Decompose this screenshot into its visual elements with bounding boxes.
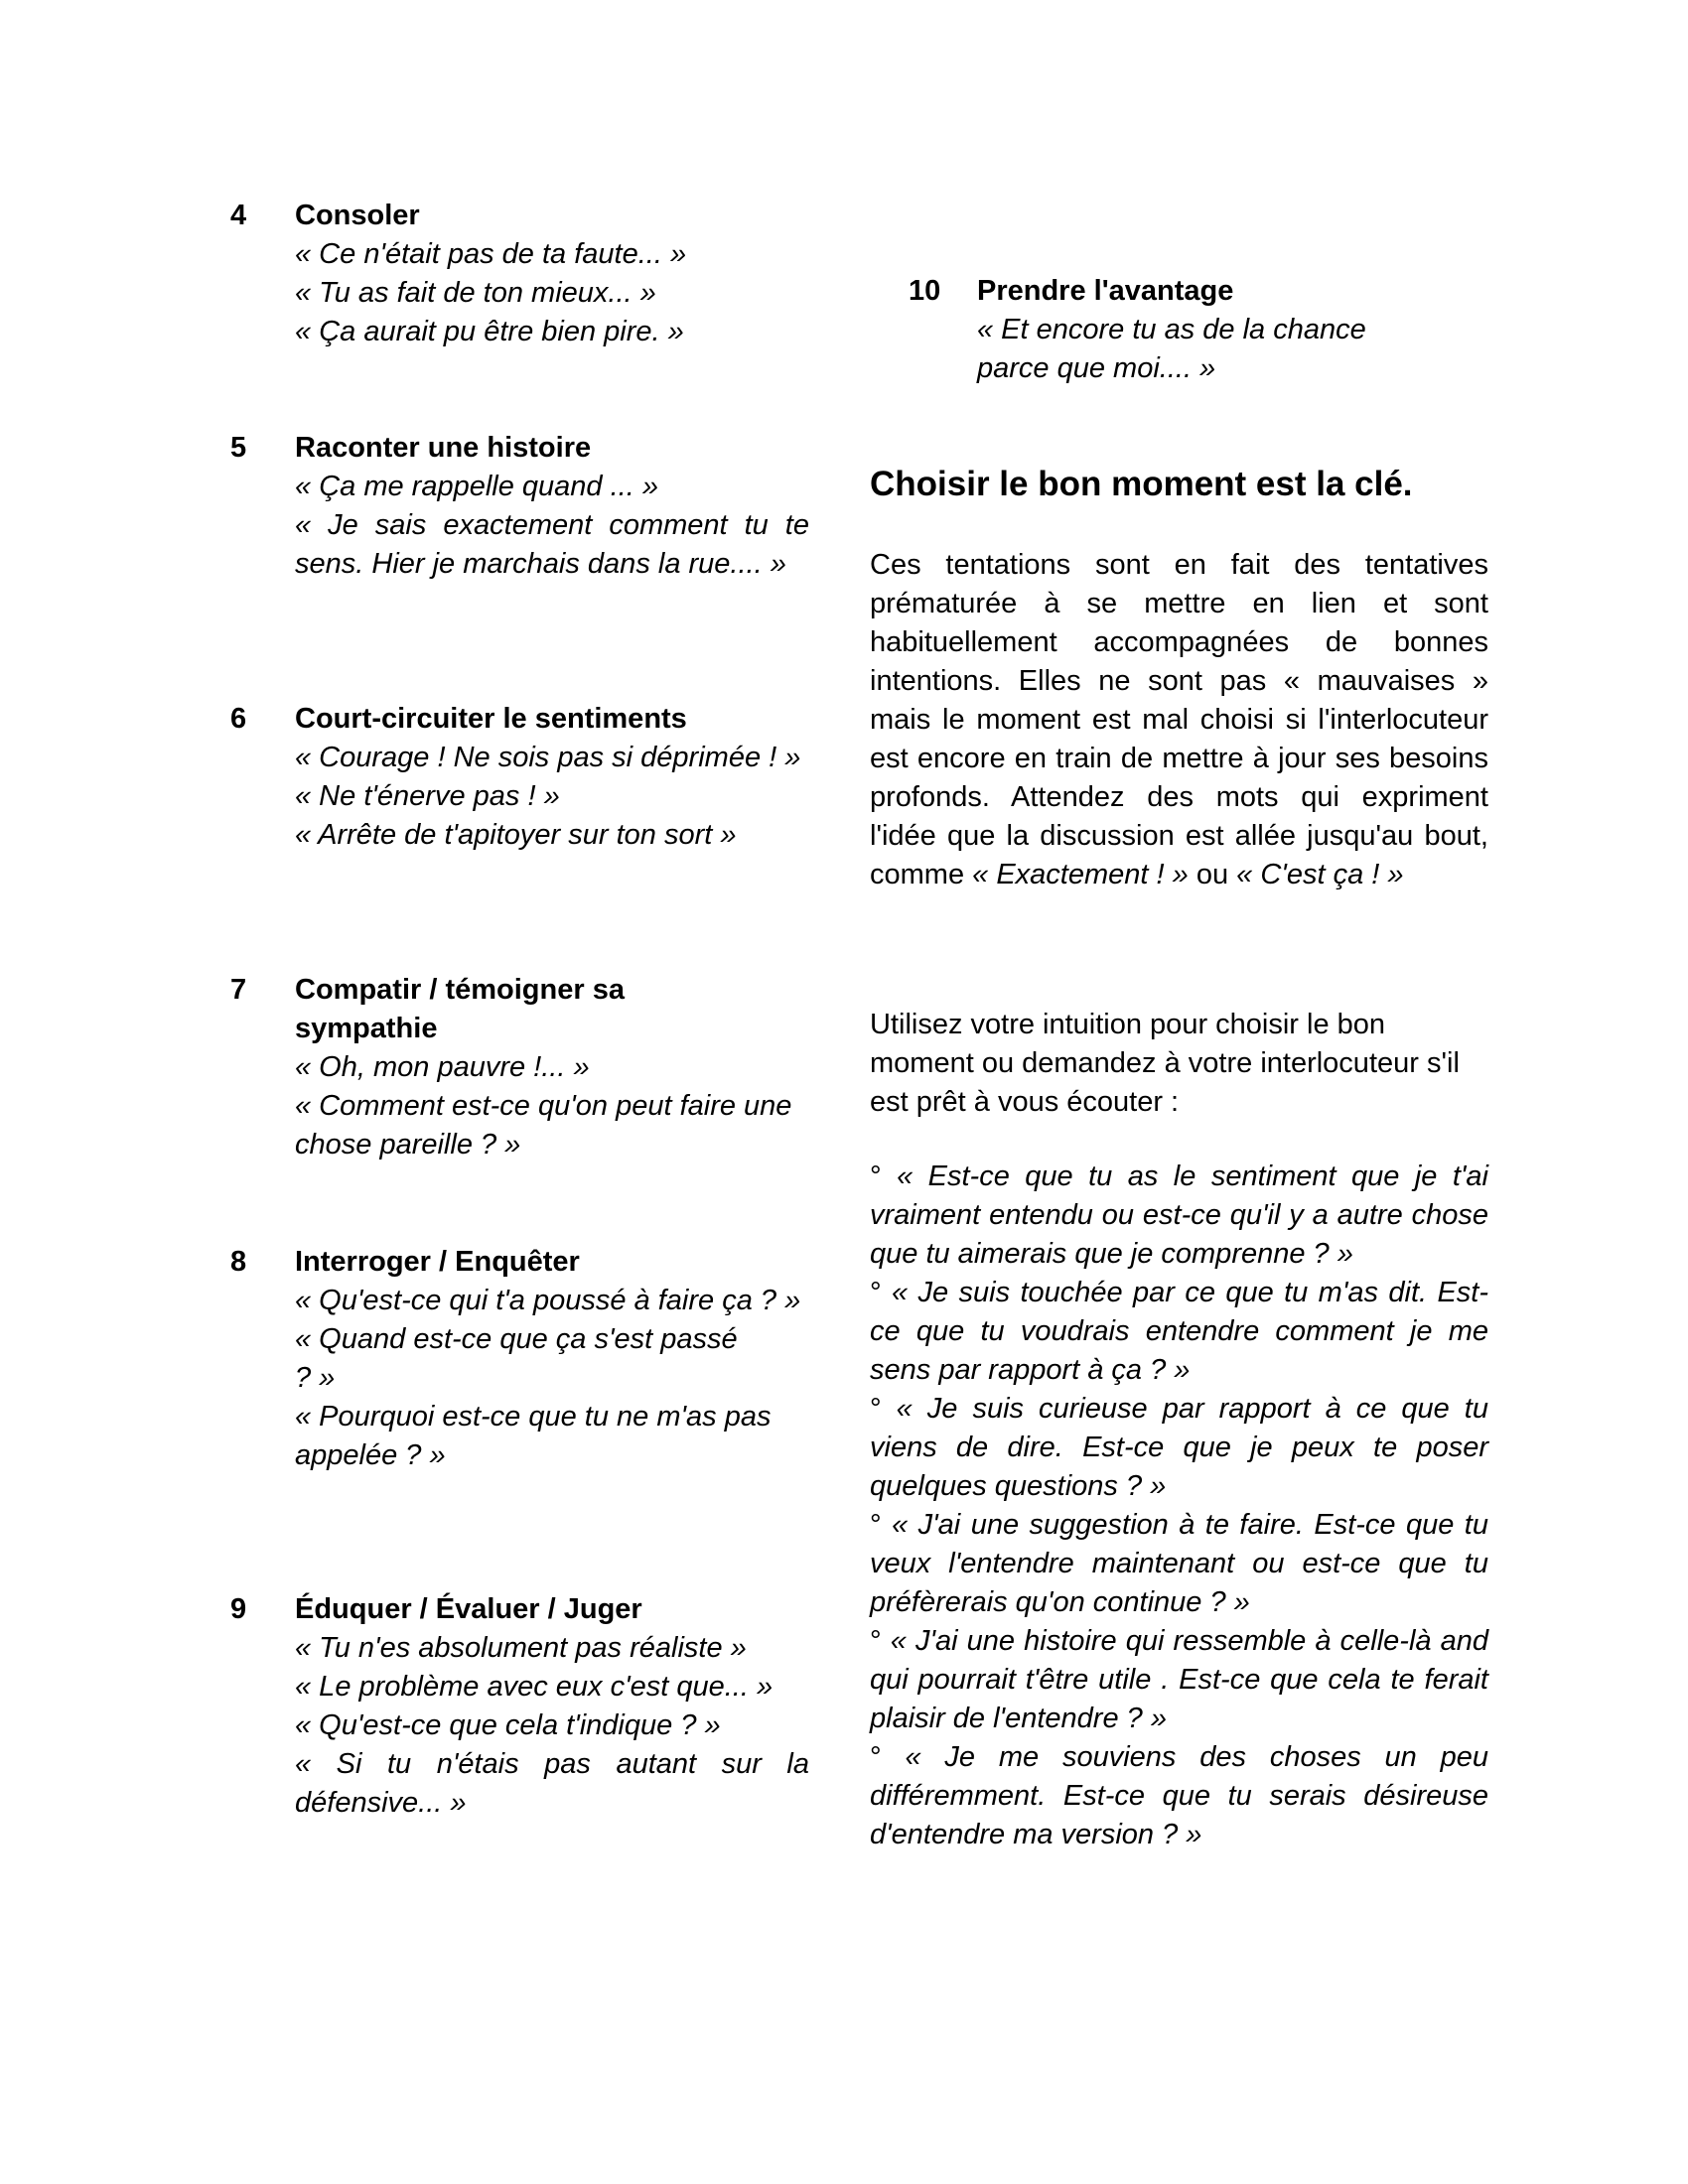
item-quote: « Ne t'énerve pas ! »	[295, 780, 560, 812]
item-number: 4	[230, 200, 247, 231]
item-heading: Prendre l'avantage	[977, 275, 1234, 307]
question-item	[870, 1390, 1488, 1506]
item-quote: « Le problème avec eux c'est que... »	[295, 1671, 774, 1703]
example-quote: « Exactement ! »	[972, 859, 1189, 890]
question-item	[870, 1158, 1488, 1274]
item-heading: Interroger / Enquêter	[295, 1246, 580, 1278]
question-text: « Est-ce que tu as le sentiment que je t'ai vraiment entendu ou est-ce qu'il y a autre chose que tu aimerais que je comprenne ? »	[870, 1160, 1488, 1270]
degree-bullet-icon: °	[870, 1741, 882, 1773]
item-quote: « Tu as fait de ton mieux... »	[295, 277, 656, 309]
item-heading: Raconter une histoire	[295, 432, 592, 464]
item-quote: « Ce n'était pas de ta faute... »	[295, 238, 687, 270]
item-quote: « Qu'est-ce qui t'a poussé à faire ça ? »	[295, 1285, 801, 1316]
item-number: 10	[909, 275, 941, 307]
item-heading: Éduquer / Évaluer / Juger	[295, 1593, 642, 1625]
question-text: « Je me souviens des choses un peu différemment. Est-ce que tu serais désireuse d'entendre ma version ? »	[870, 1741, 1488, 1850]
item-heading: Consoler	[295, 200, 420, 231]
question-text: « Je suis touchée par ce que tu m'as dit. Est-ce que tu voudrais entendre comment je me sens par rapport à ça ? »	[870, 1277, 1489, 1386]
paragraph-text: Ces tentations sont en fait des tentatives prématurée à se mettre en lien et sont habituellement accompagnées de bonnes intentions. Elles ne sont pas « mauvaises » mais le moment est mal choisi si l'interlocuteur est encore en train de mettre à jour ses besoins profonds. Attendez des mots qui expriment l'idée que la discussion est allée jusqu'au bout, comme	[870, 549, 1488, 890]
item-number: 8	[230, 1246, 247, 1278]
item-quote: « Comment est-ce qu'on peut faire une chose pareille ? »	[295, 1090, 792, 1160]
item-quote: « Oh, mon pauvre !... »	[295, 1051, 590, 1083]
item-quote: « Arrête de t'apitoyer sur ton sort »	[295, 819, 737, 851]
item-number: 9	[230, 1593, 247, 1625]
item-quote: « Courage ! Ne sois pas si déprimée ! »	[295, 742, 801, 773]
item-number: 5	[230, 432, 247, 464]
degree-bullet-icon: °	[870, 1625, 882, 1657]
question-item	[870, 1738, 1488, 1854]
question-text: « J'ai une suggestion à te faire. Est-ce que tu veux l'entendre maintenant ou est-ce que tu préfèrerais qu'on continue ? »	[870, 1509, 1488, 1618]
question-item	[870, 1622, 1488, 1738]
item-quote: « Si tu n'étais pas autant sur la défensive... »	[295, 1748, 809, 1819]
question-text: « J'ai une histoire qui ressemble à celle-là and qui pourrait t'être utile . Est-ce que cela te ferait plaisir de l'entendre ? »	[870, 1625, 1488, 1734]
degree-bullet-icon: °	[870, 1393, 882, 1425]
item-quote: « Quand est-ce que ça s'est passé ? »	[295, 1323, 738, 1394]
question-item	[870, 1274, 1488, 1390]
example-quote: « C'est ça ! »	[1236, 859, 1404, 890]
item-quote: « Ça me rappelle quand ... »	[295, 471, 658, 502]
question-item	[870, 1506, 1488, 1622]
question-list	[870, 1158, 1488, 1854]
question-text: « Je suis curieuse par rapport à ce que tu viens de dire. Est-ce que je peux te poser quelques questions ? »	[870, 1393, 1488, 1502]
section-title: Choisir le bon moment est la clé.	[870, 465, 1413, 503]
paragraph-connector: ou	[1196, 859, 1229, 890]
degree-bullet-icon: °	[870, 1277, 882, 1308]
paragraph-timing	[870, 546, 1488, 894]
item-quote: « Ça aurait pu être bien pire. »	[295, 316, 684, 347]
item-number: 6	[230, 703, 247, 735]
degree-bullet-icon: °	[870, 1509, 882, 1541]
item-quote: « Je sais exactement comment tu te sens. Hier je marchais dans la rue.... »	[295, 509, 809, 580]
item-quote: « Et encore tu as de la chance parce que moi.... »	[977, 314, 1366, 384]
item-heading: Court-circuiter le sentiments	[295, 703, 687, 735]
item-quote: « Qu'est-ce que cela t'indique ? »	[295, 1709, 721, 1741]
item-number: 7	[230, 974, 247, 1006]
item-quote: « Pourquoi est-ce que tu ne m'as pas appelée ? »	[295, 1401, 772, 1471]
degree-bullet-icon: °	[870, 1160, 882, 1192]
item-quote: « Tu n'es absolument pas réaliste »	[295, 1632, 747, 1664]
paragraph-intuition: Utilisez votre intuition pour choisir le bon moment ou demandez à votre interlocuteur s'il est prêt à vous écouter :	[870, 1009, 1460, 1118]
item-heading: Compatir / témoigner sa sympathie	[295, 974, 625, 1044]
